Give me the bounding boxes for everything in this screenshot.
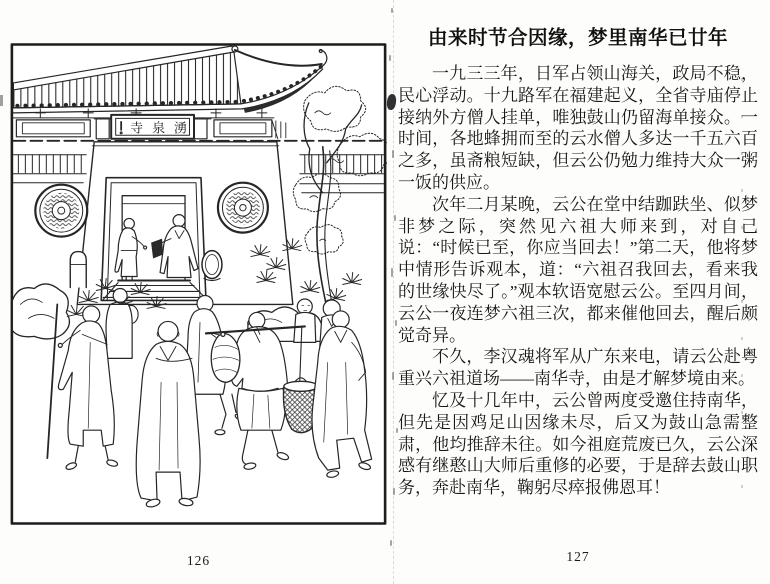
gutter-mark xyxy=(389,55,391,61)
paragraph-3: 不久，李汉魂将军从广东来电，请云公赴粤重兴六祖道场——南华寺，由是才解梦境由来。 xyxy=(398,347,758,389)
gutter-mark xyxy=(392,372,394,380)
plaque-text: 寺泉湧 xyxy=(130,120,197,136)
chapter-title: 由来时节合因缘，梦里南华已廿年 xyxy=(427,28,728,49)
temple-illustration xyxy=(10,43,387,525)
gutter-mark xyxy=(394,215,396,221)
stone-post xyxy=(70,252,86,288)
gutter-ink-blob xyxy=(386,94,397,111)
paragraph-4: 忆及十几年中，云公曾两度受邀住持南华，但先是因鸡足山因缘未尽，后又为鼓山急需整肃，他均推辞未往。如今祖庭荒废已久，云公深感有继憨山大师后重修的必要，于是辞去鼓山职务，奔赴南华，鞠躬尽瘁报佛恩耳！ xyxy=(398,390,758,498)
page-number-right: 127 xyxy=(566,549,590,564)
monk-face-front xyxy=(294,299,316,342)
book-gutter-shadow xyxy=(393,0,395,584)
paragraph-1: 一九三三年，日军占领山海关，政局不稳，民心浮动。十九路军在福建起义，全省寺庙停止接纳外方僧人挂单，唯独鼓山仍留海单接众。一时间，各地蜂拥而至的云水僧人多达一千五六百之多，虽斋粮短缺，但云公仍勉力维持大众一粥一饭的供应。 xyxy=(398,64,758,192)
gutter-mark xyxy=(393,488,395,495)
right-page xyxy=(398,22,758,499)
gutter-mark xyxy=(391,268,393,277)
page-number-left: 126 xyxy=(186,553,211,568)
gutter-mark xyxy=(390,540,392,546)
gutter-mark xyxy=(395,320,397,326)
scan-noise-left-edge xyxy=(0,95,3,106)
rocks-left xyxy=(12,284,69,339)
gutter-mark xyxy=(391,8,393,13)
gutter-mark xyxy=(392,150,394,158)
paragraph-2: 次年二月某晚，云公在堂中结跏趺坐、似梦非梦之际，突然见六祖大师来到，对自己说：“时候已至，你应当回去！”第二天，他将梦中情形告诉观本，道：“六祖召我回去，看来我的世缘快尽了。”观本软语宽慰云公。至四月间，云公一夜连梦六祖三次，都来催他回去，醒后颇觉奇异。 xyxy=(398,194,758,345)
temple-plaque xyxy=(111,115,196,139)
